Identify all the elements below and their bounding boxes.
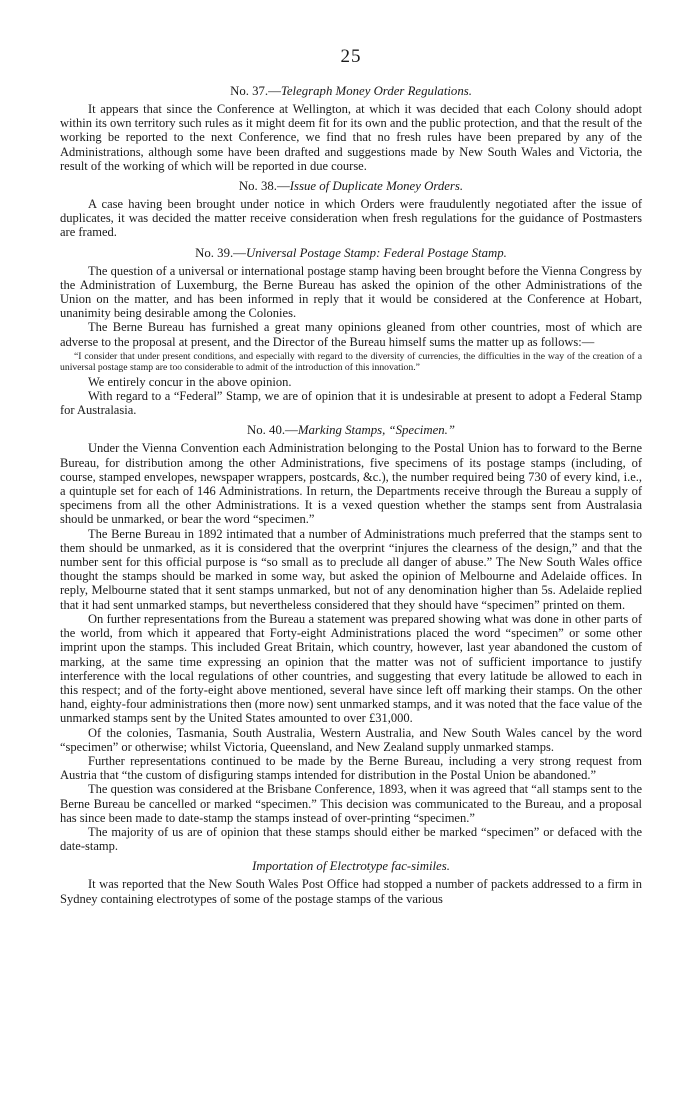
section-number: No. 38.— [238,179,290,194]
section-title: Issue of Duplicate Money Orders. [289,179,464,194]
paragraph: It appears that since the Conference at Wellington, at which it was decided that each Colony should adopt within its own territory such rules as it might deem fit for its own and the public protection, and that the result of the working be reported to the next Conference, we find that no fresh rules have been prepared by any of the Administrations, although some have been drafted and suggestions made by New South Wales and Victoria, the result of the working of which will be reported in due course. [60,102,642,173]
section-heading-37 [60,84,642,99]
section-title: Importation of Electrotype fac-similes. [252,859,450,874]
block-quote: “I consider that under present conditions, and especially with regard to the diversity of currencies, the difficulties in the way of the creation of a universal postage stamp are too considerable to admit of the introduction of this innovation.” [60,350,642,373]
section-title: Telegraph Money Order Regulations. [280,84,472,98]
paragraph: The question was considered at the Brisbane Conference, 1893, when it was agreed that “all stamps sent to the Berne Bureau be cancelled or marked “specimen.” This decision was communicated to the Bureau, and a proposal has since been made to date-stamp the stamps instead of over-printing “specimen.” [60,782,642,825]
section-number: No. 39.— [195,245,246,260]
paragraph: It was reported that the New South Wales Post Office had stopped a number of packets addressed to a firm in Sydney containing electrotypes of some of the postage stamps of the various [60,877,642,906]
paragraph: On further representations from the Bureau a statement was prepared showing what was done in other parts of the world, from which it appeared that Forty-eight Administrations placed the word “specimen” or some other imprint upon the stamps. This included Great Britain, which country, however, last year abandoned the custom of marking, at the same time expressing an opinion that the matter was not of sufficient importance to justify interference with the local regulations of other countries, and suggesting that every latitude be allowed to each in this respect; and of the forty-eight above mentioned, several have since left off marking their stamps. On the other hand, eighty-four administrations then (more now) sent unmarked stamps, and it was noted that the face value of the unmarked stamps sent by the United States amounted to over £31,000. [60,611,642,726]
paragraph: The Berne Bureau has furnished a great many opinions gleaned from other countries, most of which are adverse to the proposal at present, and the Director of the Bureau himself sums the matter up as follows:— [60,320,642,349]
paragraph: A case having been brought under notice in which Orders were fraudulently negotiated after the issue of duplicates, it was decided the matter receive consideration when fresh regulations for the guidance of Postmasters are framed. [60,197,642,240]
section-heading-38 [60,179,642,194]
paragraph: The Berne Bureau in 1892 intimated that a number of Administrations much preferred that the stamps sent to them should be unmarked, as it is considered that the overprint “injures the clearness of the design,” and that the number sent for this official purpose is “so small as to preclude all danger of abuse.” The New South Wales office thought the stamps should be marked in some way, but asked the opinion of Melbourne and Adelaide offices. In reply, Melbourne stated that it sent stamps unmarked, but not of any denomination higher than 5s. Adelaide replied that it had sent unmarked stamps, but nevertheless considered that they should have “specimen” printed on them. [60,526,642,612]
paragraph: With regard to a “Federal” Stamp, we are of opinion that it is undesirable at present to adopt a Federal Stamp for Australasia. [60,389,642,418]
document-page [60,46,642,906]
paragraph: Under the Vienna Convention each Administration belonging to the Postal Union has to forward to the Berne Bureau, for distribution among the other Administrations, five specimens of its postage stamps (including, of course, stamped envelopes, newspaper wrappers, postcards, &c.), the number required being 730 of every kind, i.e., a quintuple set for each of 146 Administrations. In return, the Departments receive through the Bureau a supply of specimens from all the other Administrations. It is a vexed question whether the stamps sent from Australasia should be unmarked, or bear the word “specimen.” [60,441,642,527]
section-number: No. 40.— [247,423,298,438]
section-number: No. 37.— [230,84,281,98]
section-heading-electrotype [60,859,642,874]
section-heading-39 [60,246,642,261]
section-heading-40 [60,423,642,438]
page-number: 25 [340,46,362,67]
paragraph: We entirely concur in the above opinion. [88,374,292,389]
paragraph: Of the colonies, Tasmania, South Australia, Western Australia, and New South Wales cancel by the word “specimen” or otherwise; whilst Victoria, Queensland, and New Zealand supply unmarked stamps. [60,725,642,754]
section-title: Marking Stamps, “Specimen.” [297,423,455,438]
paragraph: The question of a universal or international postage stamp having been brought before the Vienna Congress by the Administration of Luxemburg, the Berne Bureau has asked the opinion of the other Administrations of the Union on the matter, and has been informed in reply that it would be considered at the Conference at Hobart, unanimity being desirable among the Colonies. [60,263,642,321]
paragraph: Further representations continued to be made by the Berne Bureau, including a very strong request from Austria that “the custom of disfiguring stamps intended for distribution in the Postal Union be abandoned.” [60,753,642,783]
section-title: Universal Postage Stamp: Federal Postage Stamp. [245,245,507,260]
paragraph: The majority of us are of opinion that these stamps should either be marked “specimen” or defaced with the date-stamp. [60,824,642,854]
